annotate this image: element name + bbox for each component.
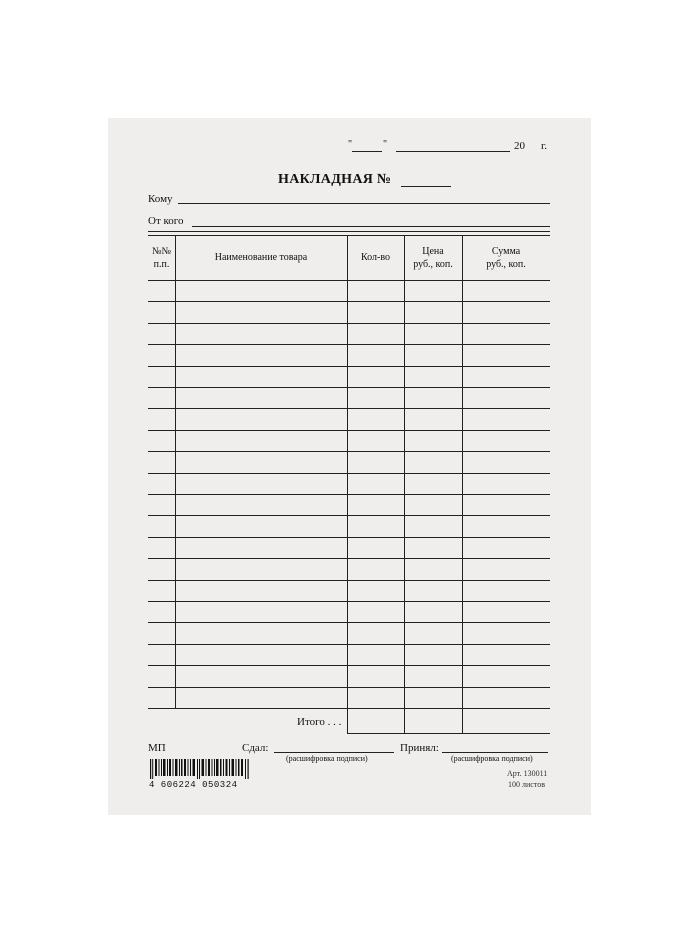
- received-signature-hint: (расшифровка подписи): [451, 754, 533, 763]
- document-title: НАКЛАДНАЯ №: [278, 172, 392, 187]
- date-month-blank: [396, 151, 510, 152]
- column-divider: [404, 235, 405, 733]
- table-row: [148, 344, 550, 345]
- handed-label: Сдал:: [242, 742, 269, 754]
- document-number-blank: [401, 186, 451, 187]
- article-number: Арт. 130011: [507, 769, 548, 778]
- table-row: [148, 537, 550, 538]
- date-quote-open: ": [348, 139, 353, 150]
- total-row-bottom: [347, 733, 550, 734]
- table-top-rule-2: [148, 235, 550, 236]
- column-header: Кол-во: [360, 252, 390, 263]
- date-day-blank: [352, 151, 382, 152]
- table-row: [148, 601, 550, 602]
- date-quote-close: ": [383, 139, 388, 150]
- table-header-rule: [148, 280, 550, 281]
- table-row: [148, 366, 550, 367]
- table-row: [148, 451, 550, 452]
- table-row: [148, 387, 550, 388]
- to-field-line: [178, 203, 550, 204]
- table-row: [148, 515, 550, 516]
- from-field-line: [192, 226, 550, 227]
- column-divider: [175, 235, 176, 708]
- stamp-label: МП: [148, 742, 166, 754]
- total-label: Итого . . .: [297, 716, 342, 728]
- table-row: [148, 408, 550, 409]
- column-header: Сумма руб., коп.: [486, 246, 526, 270]
- from-label: От кого: [148, 215, 184, 227]
- table-row: [148, 430, 550, 431]
- column-header: Наименование товара: [214, 252, 308, 263]
- received-label: Принял:: [400, 742, 439, 754]
- table-row: [148, 323, 550, 324]
- received-signature-line: [442, 752, 548, 753]
- table-row: [148, 558, 550, 559]
- barcode-icon: [150, 759, 250, 779]
- table-row: [148, 473, 550, 474]
- date-year-prefix: 20: [514, 140, 525, 152]
- to-label: Кому: [148, 193, 173, 205]
- table-row: [148, 708, 550, 709]
- table-row: [148, 301, 550, 302]
- column-header: Цена руб., коп.: [413, 246, 453, 270]
- column-divider: [462, 235, 463, 733]
- table-top-rule: [148, 231, 550, 232]
- table-row: [148, 580, 550, 581]
- table-row: [148, 665, 550, 666]
- barcode-number: 4 606224 050324: [149, 780, 238, 790]
- table-row: [148, 622, 550, 623]
- table-row: [148, 644, 550, 645]
- column-divider: [347, 235, 348, 733]
- handed-signature-line: [274, 752, 394, 753]
- column-header: №№ п.п.: [151, 246, 172, 270]
- table-row: [148, 687, 550, 688]
- date-year-suffix: г.: [541, 140, 548, 152]
- handed-signature-hint: (расшифровка подписи): [286, 754, 368, 763]
- sheet-count: 100 листов: [508, 780, 545, 789]
- table-row: [148, 494, 550, 495]
